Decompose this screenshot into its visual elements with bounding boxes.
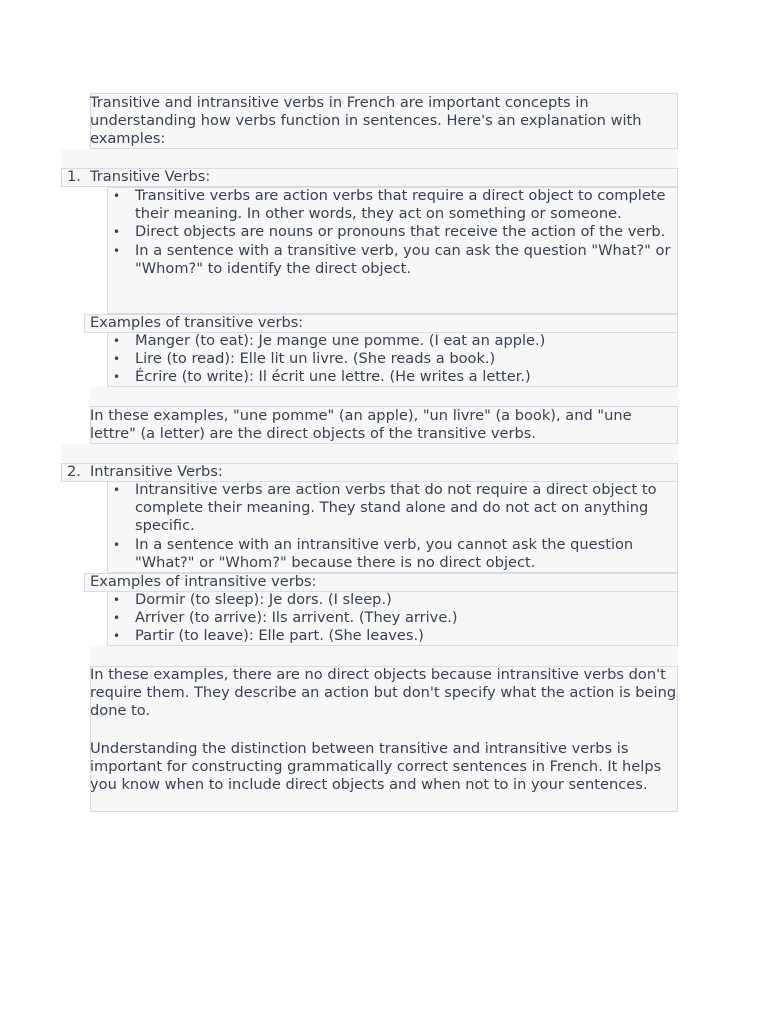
section-2-examples-label: Examples of intransitive verbs: xyxy=(90,573,317,590)
section-2-points-list xyxy=(107,481,678,572)
list-item: • Intransitive verbs are action verbs that do not require a direct object to complete their meaning. They stand alone and do not act on anything specific. xyxy=(113,481,657,535)
list-item: • Manger (to eat): Je mange une pomme. (I eat an apple.) xyxy=(113,332,546,349)
section-1-heading xyxy=(61,168,678,187)
list-item: • Arriver (to arrive): Ils arrivent. (They arrive.) xyxy=(113,609,458,627)
list-item: • In a sentence with an intransitive verb, you cannot ask the question "What?" or "Whom?" because there is no direct object. xyxy=(113,535,634,571)
spacer-band xyxy=(61,444,678,464)
section-2-title: Intransitive Verbs: xyxy=(90,463,223,480)
intro-paragraph: Transitive and intransitive verbs in French are important concepts in understanding how verbs function in sentences. Here's an explanation with examples: xyxy=(90,94,642,148)
section-1-note: In these examples, "une pomme" (an apple), "un livre" (a book), and "une lettre" (a letter) are the direct objects of the transitive verbs. xyxy=(90,407,632,443)
bullet-icon: • xyxy=(113,352,121,367)
section-2-number: 2. xyxy=(67,463,81,480)
list-item: • Direct objects are nouns or pronouns that receive the action of the verb. xyxy=(113,223,666,241)
section-1-points-list xyxy=(107,187,678,278)
list-item: • In a sentence with a transitive verb, you can ask the question "What?" or "Whom?" to identify the direct object. xyxy=(113,241,671,277)
bullet-icon: • xyxy=(113,334,121,348)
bullet-icon: • xyxy=(113,537,121,552)
bullet-icon: • xyxy=(113,189,121,203)
section-1-examples-label: Examples of transitive verbs: xyxy=(90,314,304,331)
conclusion-paragraph: Understanding the distinction between transitive and intransitive verbs is important for constructing grammatically correct sentences in French. It helps you know when to include direct objects and when not to in your sentences. xyxy=(90,740,662,794)
spacer-band xyxy=(90,387,678,406)
list-item: • Lire (to read): Elle lit un livre. (She reads a book.) xyxy=(113,350,496,368)
section-1-number: 1. xyxy=(67,168,81,185)
spacer-band xyxy=(90,646,678,666)
section-1-title: Transitive Verbs: xyxy=(90,168,211,185)
list-item: • Partir (to leave): Elle part. (She leaves.) xyxy=(113,627,424,645)
section-2-examples-list xyxy=(107,591,678,646)
spacer-band xyxy=(61,149,678,168)
list-item: • Écrire (to write): Il écrit une lettre. (He writes a letter.) xyxy=(113,368,531,386)
bullet-icon: • xyxy=(113,370,121,385)
list-item: • Transitive verbs are action verbs that require a direct object to complete their meaning. In other words, they act on something or someone. xyxy=(113,187,666,223)
section-2-heading xyxy=(61,463,678,482)
bullet-icon: • xyxy=(113,593,121,607)
bullet-icon: • xyxy=(113,629,121,644)
bullet-icon: • xyxy=(113,611,121,626)
bullet-icon: • xyxy=(113,225,121,240)
bullet-icon: • xyxy=(113,243,121,258)
list-item: • Dormir (to sleep): Je dors. (I sleep.) xyxy=(113,591,392,608)
bullet-icon: • xyxy=(113,483,121,497)
section-1-examples-list xyxy=(107,332,678,387)
section-2-note: In these examples, there are no direct objects because intransitive verbs don't require them. They describe an action but don't specify what the action is being done to. xyxy=(90,666,677,720)
